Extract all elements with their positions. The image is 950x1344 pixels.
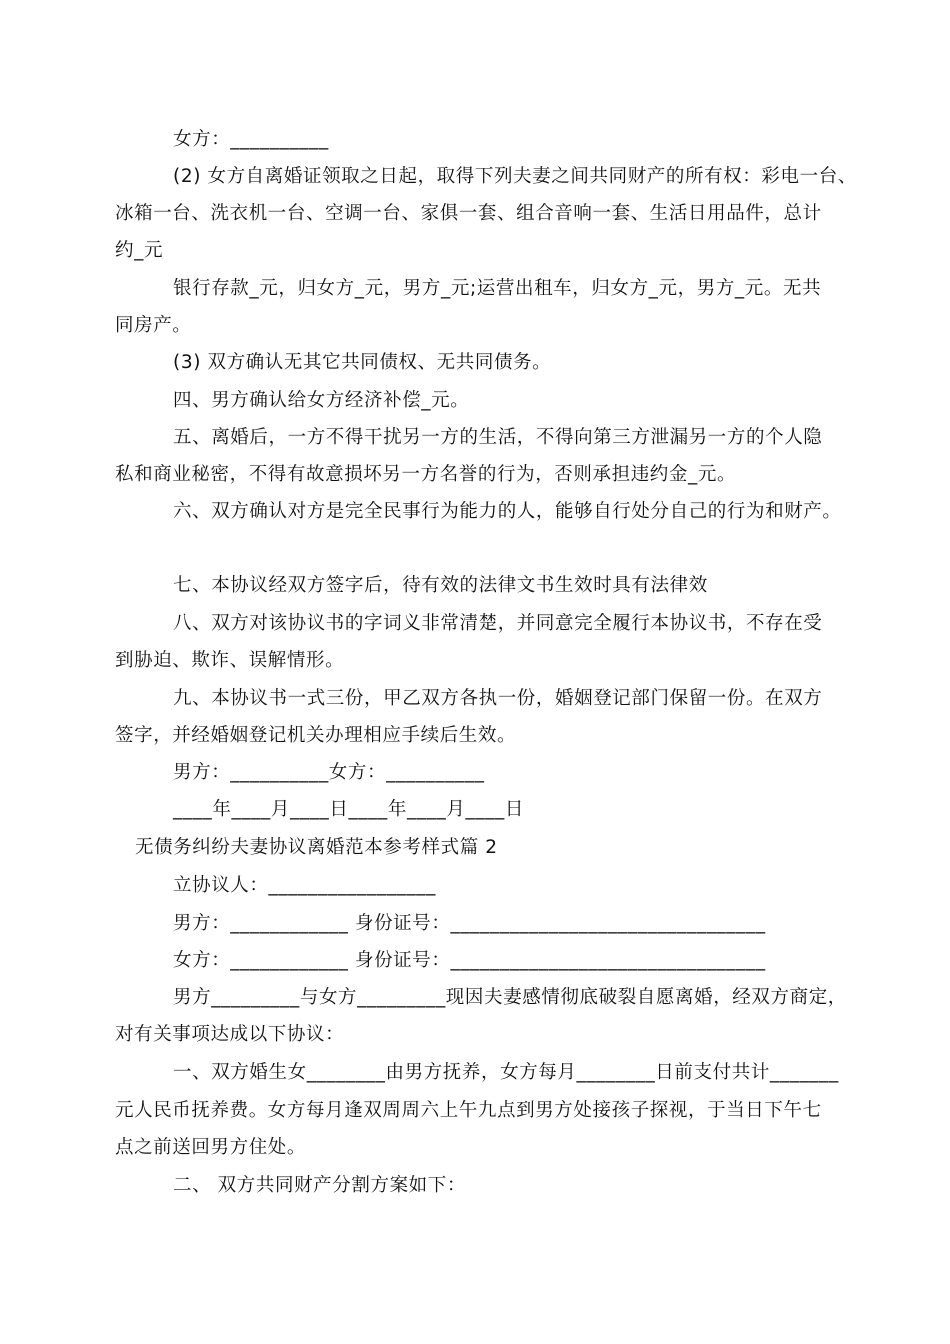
text-line: (2) 女方自离婚证领取之日起，取得下列夫妻之间共同财产的所有权：彩电一台、 [173,166,857,187]
text-line: 五、离婚后，一方不得干扰另一方的生活，不得向第三方泄漏另一方的个人隐 [173,427,823,448]
text-line: 七、本协议经双方签字后，待有效的法律文书生效时具有法律效 [173,575,708,596]
text-line: 到胁迫、欺诈、误解情形。 [115,650,345,671]
text-line: 约_元 [115,240,164,261]
text-line: 九、本协议书一式三份，甲乙双方各执一份，婚姻登记部门保留一份。在双方 [173,688,823,709]
text-line: 一、双方婚生女________由男方抚养，女方每月________日前支付共计_______ [173,1062,839,1083]
text-line: 同房产。 [115,315,192,336]
text-line: 对有关事项达成以下协议： [115,1024,345,1045]
text-line: 签字，并经婚姻登记机关办理相应手续后生效。 [115,725,517,746]
text-line: 六、双方确认对方是完全民事行为能力的人，能够自行处分自己的行为和财产。 [173,501,842,522]
date-line: ____年____月____日____年____月____日 [173,799,525,820]
text-line: 四、男方确认给女方经济补偿_元。 [173,390,470,411]
section-heading: 无债务纠纷夫妻协议离婚范本参考样式篇 2 [135,837,498,858]
text-line: (3) 双方确认无其它共同债权、无共同债务。 [173,352,552,373]
text-line: 点之前送回男方住处。 [115,1137,307,1158]
text-line: 八、双方对该协议书的字词义非常清楚，并同意完全履行本协议书，不存在受 [173,613,823,634]
signature-line: 男方：__________女方：__________ [173,762,485,783]
text-line: 立协议人：_________________ [173,875,436,896]
text-line: 男方：____________ 身份证号：________________________________ [173,913,766,934]
text-line: 男方_________与女方_________现因夫妻感情彻底破裂自愿离婚，经双方商定， [173,987,847,1008]
text-line: 私和商业秘密，不得有故意损坏另一方名誉的行为，否则承担违约金_元。 [115,464,737,485]
text-line: 二、 双方共同财产分割方案如下： [173,1175,466,1196]
text-line: 女方：____________ 身份证号：________________________________ [173,950,766,971]
text-line: 女方：__________ [173,129,329,150]
text-line: 元人民币抚养费。女方每月逢双周周六上午九点到男方处接孩子探视，于当日下午七 [115,1100,822,1121]
text-line: 冰箱一台、洗衣机一台、空调一台、家俱一套、组合音响一套、生活日用品件，总计 [115,203,822,224]
text-line: 银行存款_元，归女方_元，男方_元;运营出租车，归女方_元，男方_元。无共 [173,278,822,299]
